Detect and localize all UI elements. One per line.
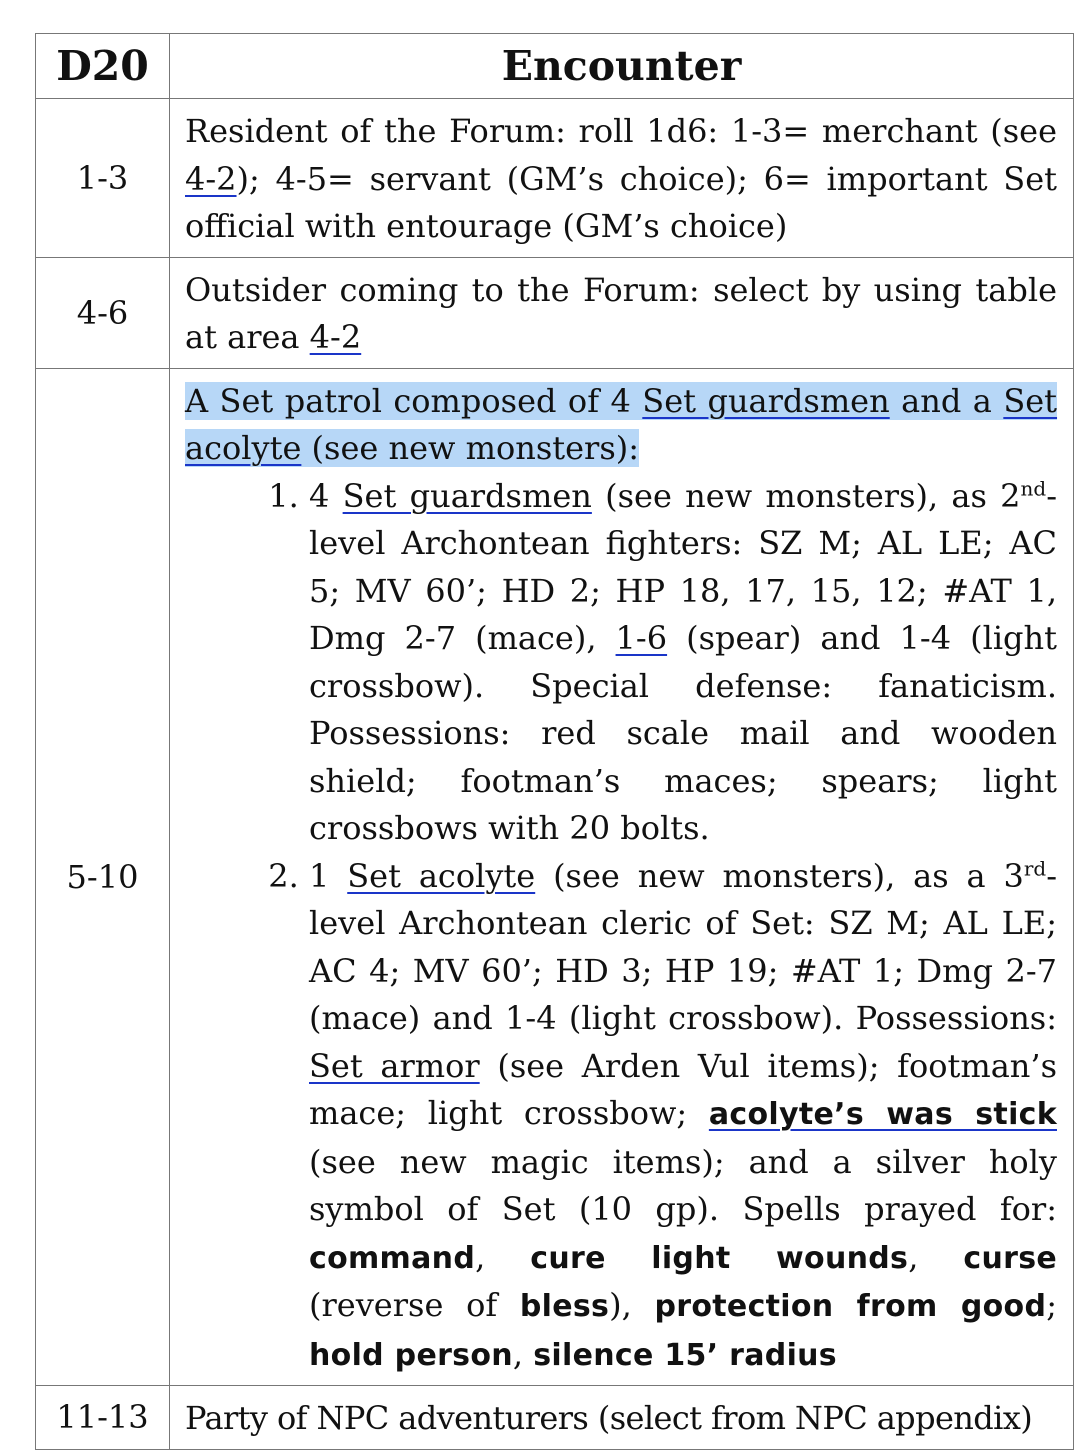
roll-range: 4-6 (36, 257, 170, 368)
table-row (36, 257, 1074, 368)
spell-name: cure light wounds (530, 1240, 909, 1276)
spell-name: hold person (309, 1337, 513, 1373)
table-header-row (36, 34, 1074, 99)
table-row (36, 99, 1074, 258)
monster-link[interactable]: Set guardsmen (642, 381, 890, 420)
roll-range: 1-3 (36, 99, 170, 258)
roll-range: 5-10 (36, 368, 170, 1386)
monster-link[interactable]: Set acolyte (347, 856, 536, 895)
area-link[interactable]: 4-2 (309, 318, 362, 356)
magic-item-link[interactable]: acolyte’s was stick (708, 1097, 1057, 1132)
header-d20: D20 (36, 34, 170, 99)
roll-range: 11-13 (36, 1386, 170, 1450)
list-item: 1. 4 Set guardsmen (see new monsters), as 2nd-level Archontean fighters: SZ M; AL LE; AC 5; MV 60’; HD 2; HP 18, 17, 15, 12; #AT 1, Dmg 2-7 (mace), 1-6 (spear) and 1-4 (light crossbow). Special defense: fanaticism. Possessions: red scale mail and wooden shield; footman’s maces; spears; light crossbows with 20 bolts. (309, 473, 1057, 853)
encounter-description: Party of NPC adventurers (select from NPC appendix) (170, 1386, 1074, 1450)
dice-link[interactable]: 1-6 (615, 619, 668, 657)
text-selection: A Set patrol composed of 4 Set guardsmen and a Set acolyte (see new monsters): (185, 381, 1058, 467)
encounter-description: Outsider coming to the Forum: select by using table at area 4-2 (170, 257, 1074, 368)
spell-name: command (309, 1240, 476, 1276)
list-item: 2. 1 Set acolyte (see new monsters), as a 3rd-level Archontean cleric of Set: SZ M; AL LE; AC 4; MV 60’; HD 3; HP 19; #AT 1; Dmg 2-7 (mace) and 1-4 (light crossbow). Possessions: Set armor (see Arden Vul items); footman’s mace; light crossbow; acolyte’s was stick (see new magic items); and a silver holy symbol of Set (10 gp). Spells prayed for: command, cure light wounds, curse (reverse of bless), protection from good; hold person, silence 15’ radius (309, 853, 1057, 1380)
monster-link[interactable]: Set acolyte (185, 381, 1058, 467)
encounter-table (35, 33, 1074, 1450)
table-row (36, 1386, 1074, 1450)
table-row (36, 368, 1074, 1386)
spell-name: silence 15’ radius (533, 1337, 837, 1373)
spell-name: protection from good (654, 1289, 1047, 1324)
spell-name: curse (963, 1240, 1057, 1276)
encounter-description: Resident of the Forum: roll 1d6: 1-3= merchant (see 4-2); 4-5= servant (GM’s choice); 6= important Set official with entourage (GM’s choice) (170, 99, 1074, 258)
encounter-description (170, 368, 1074, 1386)
monster-link[interactable]: Set guardsmen (342, 476, 592, 515)
patrol-intro (185, 378, 1057, 473)
header-encounter: Encounter (170, 34, 1074, 99)
patrol-list (185, 473, 1057, 1380)
item-link[interactable]: Set armor (309, 1046, 480, 1085)
spell-name: bless (519, 1289, 610, 1324)
area-link[interactable]: 4-2 (185, 159, 237, 198)
